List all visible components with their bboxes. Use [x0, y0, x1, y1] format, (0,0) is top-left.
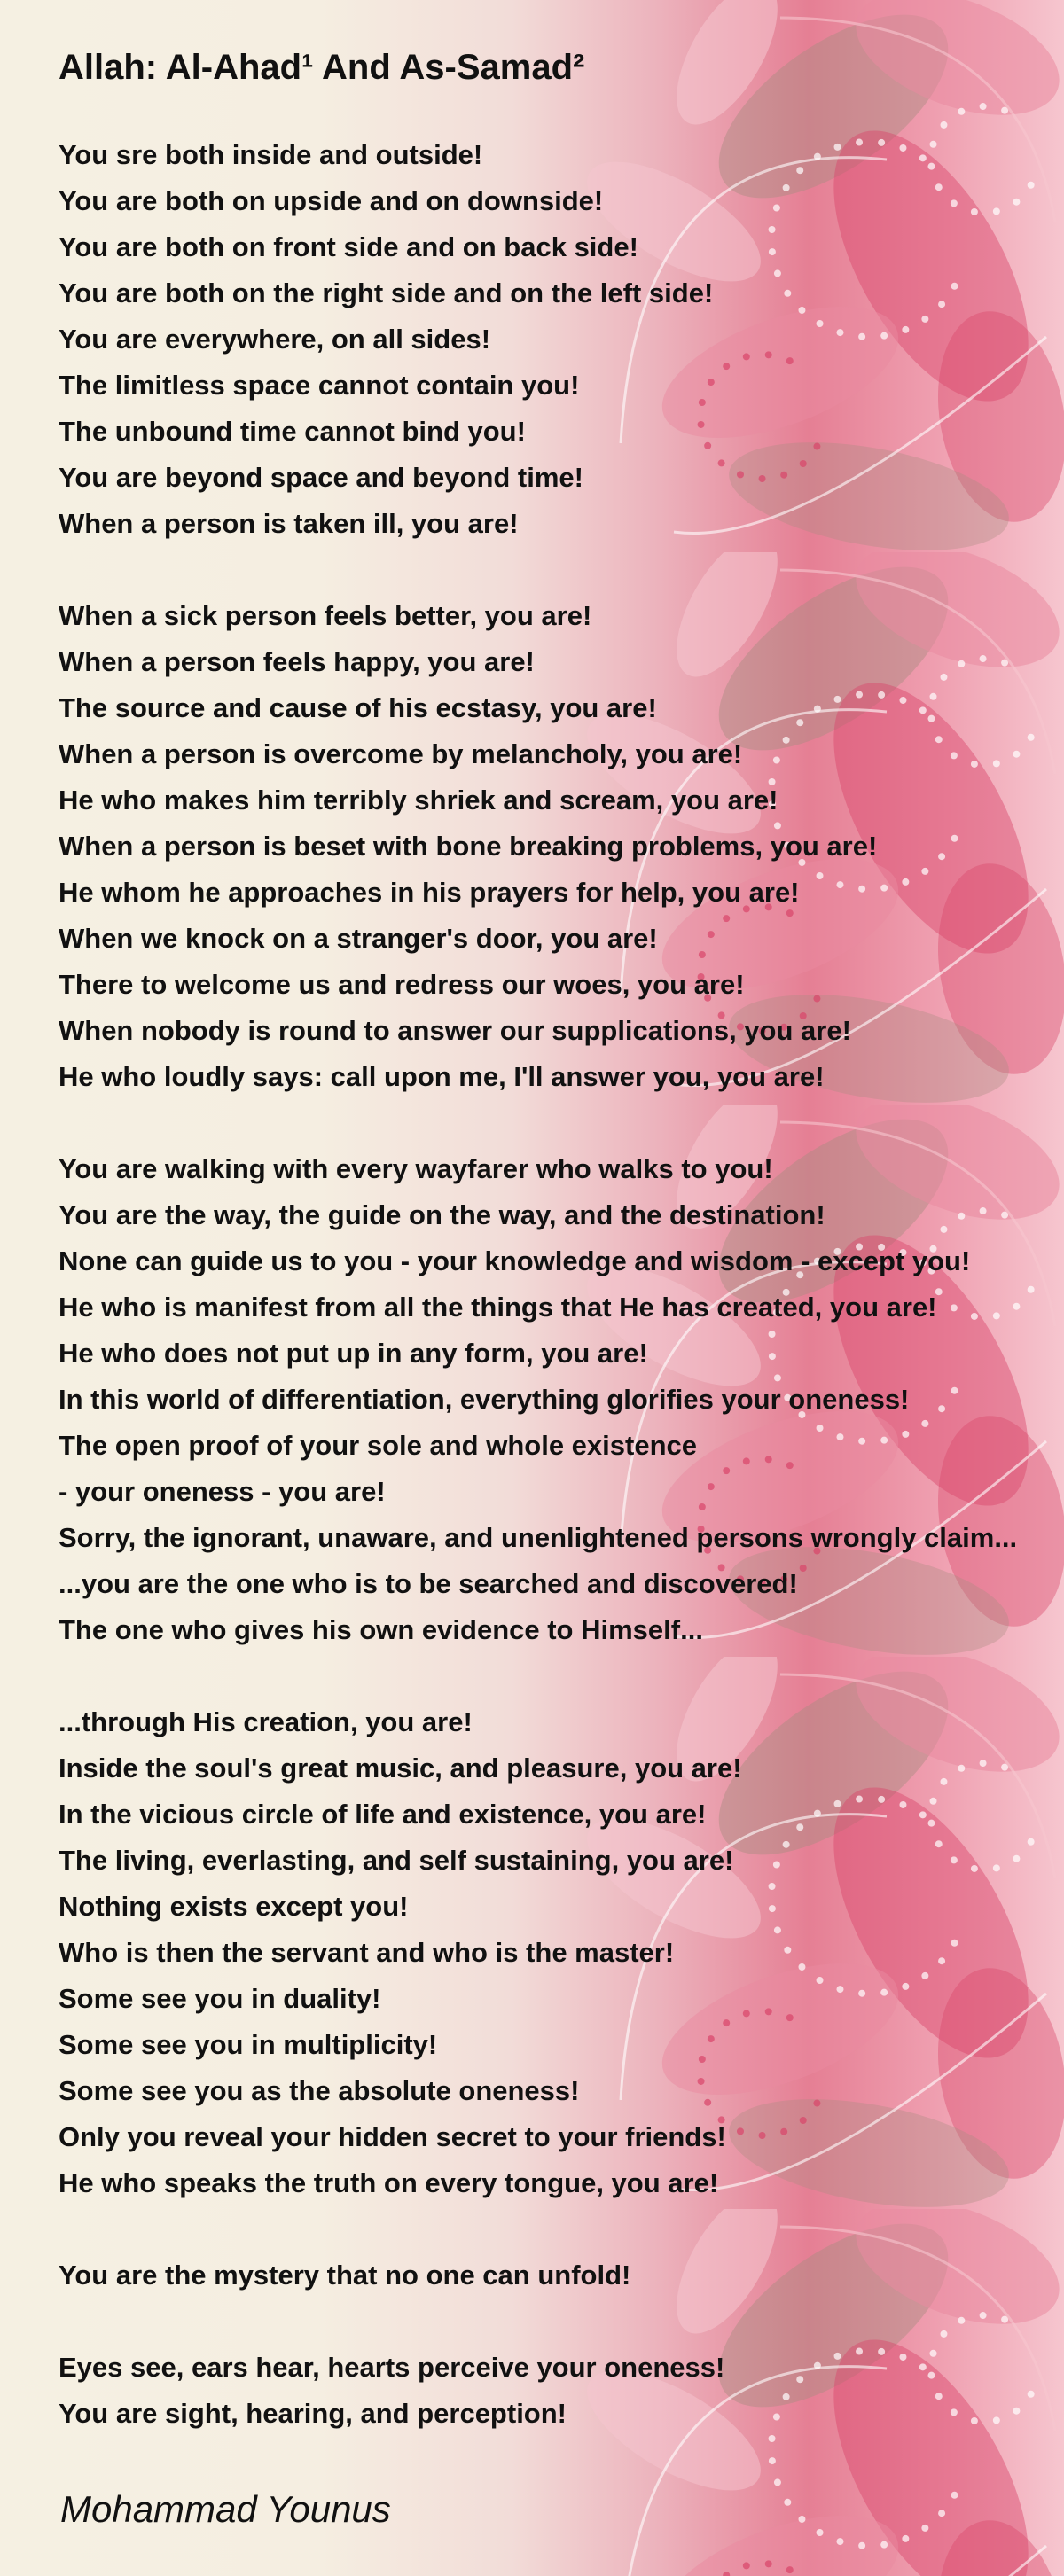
poem-line: He whom he approaches in his prayers for help, you are! [59, 877, 800, 908]
stanza-break [59, 1100, 1064, 1146]
stanza-break [59, 1653, 1064, 1699]
poem-line: When a person feels happy, you are! [59, 646, 535, 677]
poem-line: You are everywhere, on all sides! [59, 324, 491, 355]
poem-line: He who speaks the truth on every tongue, you are! [59, 2167, 719, 2198]
stanza-break [59, 547, 1064, 593]
poem-line: The limitless space cannot contain you! [59, 370, 580, 401]
poem-line: The living, everlasting, and self sustaining, you are! [59, 1845, 734, 1876]
poem-line: You are beyond space and beyond time! [59, 462, 583, 493]
poem-line: Sorry, the ignorant, unaware, and unenlightened persons wrongly claim... [59, 1522, 1018, 1553]
poem-line: When nobody is round to answer our supplications, you are! [59, 1015, 851, 1046]
poem-line: Nothing exists except you! [59, 1891, 409, 1922]
poem-line: You are both on the right side and on the left side! [59, 277, 714, 308]
poem-line: Only you reveal your hidden secret to your friends! [59, 2121, 726, 2152]
poem-line: You are both on front side and on back side! [59, 231, 638, 262]
poem-body [59, 132, 1064, 2437]
poem-line: When a person is beset with bone breaking problems, you are! [59, 831, 878, 862]
poem-line: None can guide us to you - your knowledge and wisdom - except you! [59, 1245, 971, 1276]
poem-line: You are the way, the guide on the way, and the destination! [59, 1199, 825, 1230]
poem-title: Allah: Al-Ahad¹ And As-Samad² [59, 48, 585, 87]
poem-line: Who is then the servant and who is the master! [59, 1937, 675, 1968]
poem-line: - your oneness - you are! [59, 1476, 386, 1507]
poem-line: You are both on upside and on downside! [59, 185, 604, 216]
poem-line: Some see you in duality! [59, 1983, 381, 2014]
poem-line: When we knock on a stranger's door, you are! [59, 923, 658, 954]
poem-line: When a person is taken ill, you are! [59, 508, 519, 539]
poem-line: He who makes him terribly shriek and scream, you are! [59, 785, 778, 816]
poem-line: ...you are the one who is to be searched and discovered! [59, 1568, 798, 1599]
poem-line: When a sick person feels better, you are! [59, 600, 592, 631]
poem-author: Mohammad Younus [60, 2488, 391, 2530]
poem-line: He who is manifest from all the things that He has created, you are! [59, 1292, 937, 1323]
poem-line: The unbound time cannot bind you! [59, 416, 526, 447]
poem-line: The source and cause of his ecstasy, you are! [59, 692, 657, 723]
poem-line: The one who gives his own evidence to Himself... [59, 1614, 703, 1645]
poem-line: ...through His creation, you are! [59, 1706, 473, 1737]
poem-line: There to welcome us and redress our woes, you are! [59, 969, 745, 1000]
poem-line: Eyes see, ears hear, hearts perceive your oneness! [59, 2352, 725, 2383]
poem-line: The open proof of your sole and whole existence [59, 1430, 697, 1461]
poem-line: He who does not put up in any form, you are! [59, 1338, 648, 1369]
stanza-break [59, 2206, 1064, 2252]
poem-line: In this world of differentiation, everything glorifies your oneness! [59, 1384, 910, 1415]
poem-line: You are sight, hearing, and perception! [59, 2398, 567, 2429]
poem-line: You sre both inside and outside! [59, 139, 483, 170]
poem-line: Some see you in multiplicity! [59, 2029, 438, 2060]
poem-line: Inside the soul's great music, and pleasure, you are! [59, 1752, 742, 1784]
stanza-break [59, 2299, 1064, 2345]
poem-line: When a person is overcome by melancholy, you are! [59, 738, 743, 769]
poem-line: You are walking with every wayfarer who walks to you! [59, 1153, 773, 1184]
poem-line: He who loudly says: call upon me, I'll answer you, you are! [59, 1061, 825, 1092]
poem-line: In the vicious circle of life and existence, you are! [59, 1799, 707, 1830]
poem-line: Some see you as the absolute oneness! [59, 2075, 580, 2106]
poem-line: You are the mystery that no one can unfold! [59, 2260, 631, 2291]
